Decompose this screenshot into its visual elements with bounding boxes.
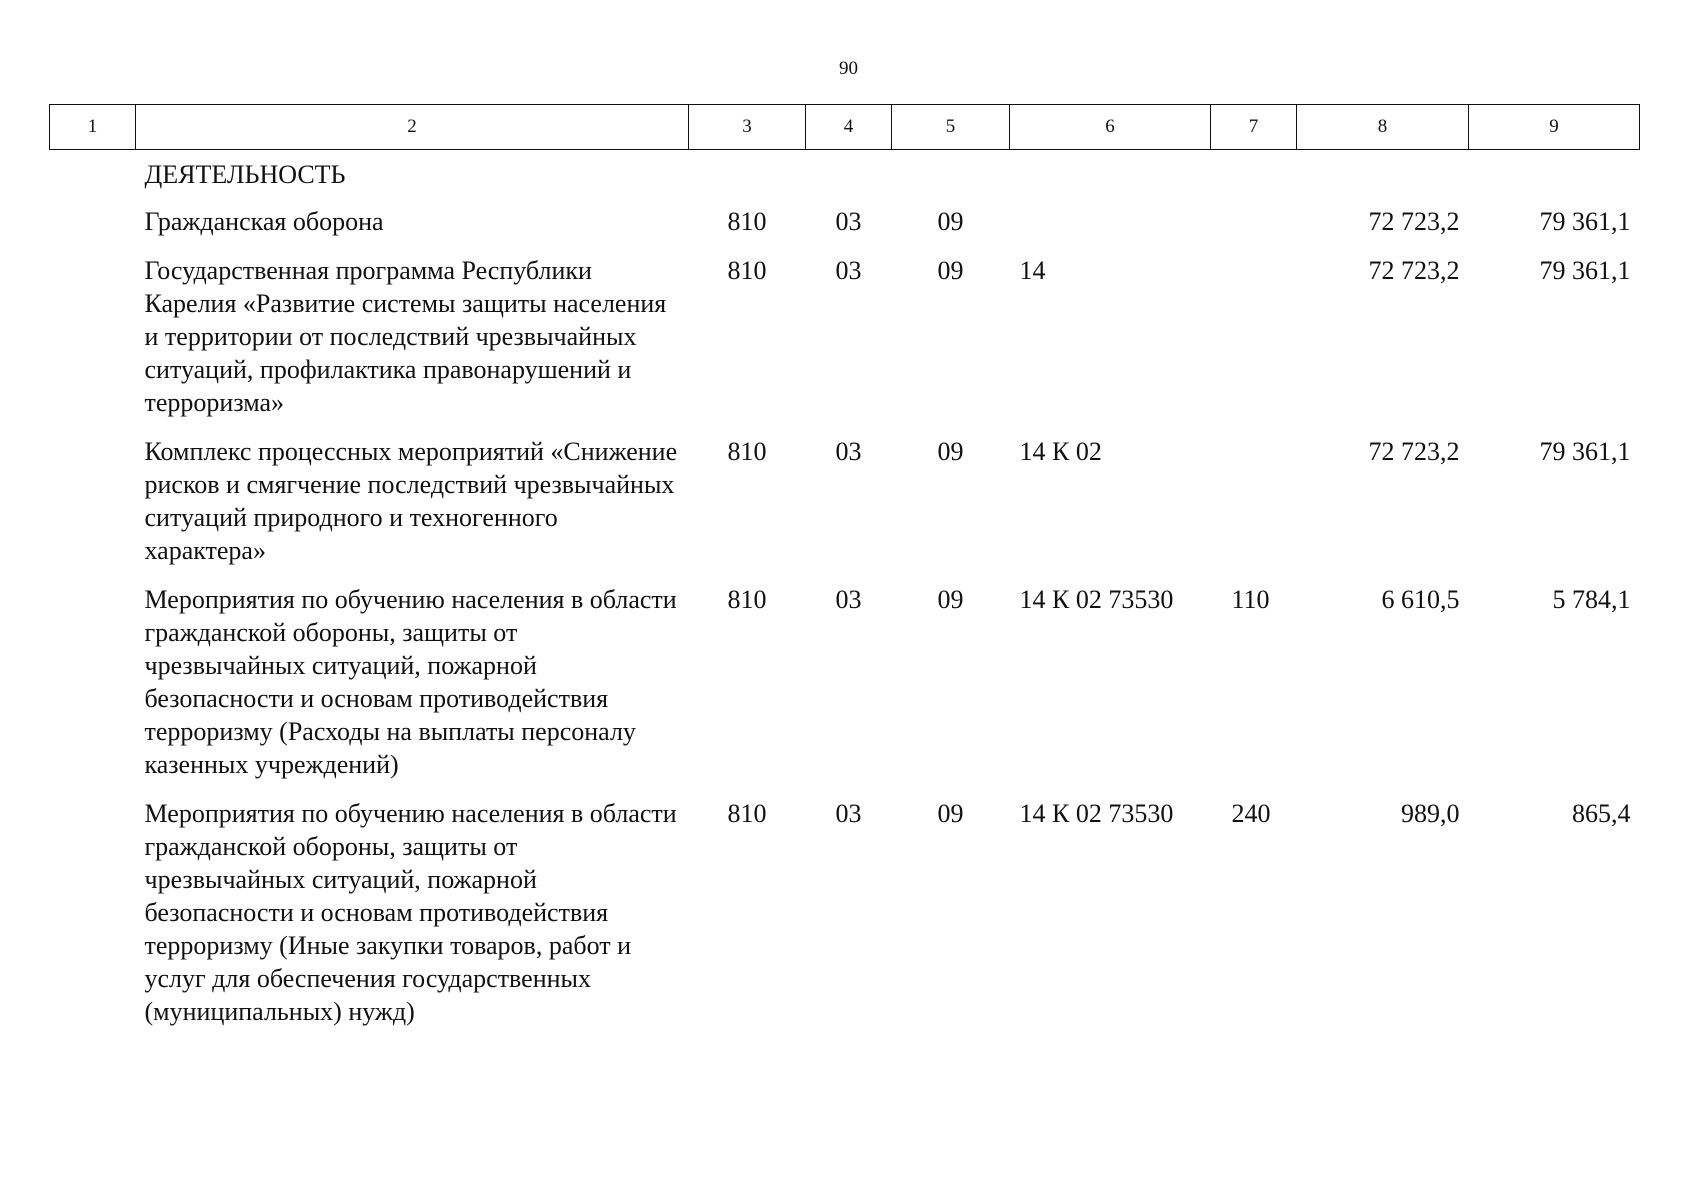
row-section-code: 03 [835, 585, 862, 614]
row-subsection-code: 09 [937, 799, 964, 828]
table-row [50, 583, 1640, 797]
row-target-code: 14 К 02 73530 [1019, 585, 1174, 614]
row-kind-code [1211, 150, 1297, 206]
column-number-header: 7 [1211, 105, 1297, 150]
row-section-code: 03 [835, 799, 862, 828]
row-amount-1: 989,0 [1401, 799, 1460, 828]
row-section-code: 03 [835, 437, 862, 466]
table-row [50, 254, 1640, 435]
row-amount-2: 5 784,1 [1552, 585, 1631, 614]
row-subsection-code: 09 [937, 256, 964, 285]
row-amount-2: 79 361,1 [1539, 256, 1631, 285]
row-target-code [1010, 150, 1211, 206]
row-amount-2: 865,4 [1572, 799, 1631, 828]
column-number-header: 8 [1297, 105, 1469, 150]
column-number-header: 5 [892, 105, 1010, 150]
row-name: Комплекс процессных мероприятий «Снижение рисков и смягчение последствий чрезвычайных ситуаций природного и техногенного характера» [144, 437, 678, 565]
row-target-code: 14 [1019, 256, 1046, 285]
row-name: Мероприятия по обучению населения в области гражданской обороны, защиты от чрезвычайных ситуаций, пожарной безопасности и основам противодействия терроризму (Расходы на выплаты персоналу казенных учреждений) [144, 585, 677, 779]
row-target-code: 14 К 02 73530 [1019, 799, 1174, 828]
row-kind-code [1211, 205, 1297, 254]
column-number-header: 4 [806, 105, 892, 150]
row-section-code: 03 [835, 256, 862, 285]
row-section-code: 03 [835, 207, 862, 236]
row-admin-code: 810 [727, 437, 767, 466]
row-subsection-code: 09 [937, 437, 964, 466]
column-number-header-row [50, 105, 1640, 150]
column-number-header: 1 [50, 105, 136, 150]
row-amount-1 [1297, 150, 1469, 206]
row-section-code [806, 150, 892, 206]
table-row [50, 435, 1640, 583]
column-number-header: 2 [136, 105, 689, 150]
table-row [50, 205, 1640, 254]
row-subsection-code [892, 150, 1010, 206]
row-amount-1: 6 610,5 [1381, 585, 1460, 614]
row-admin-code: 810 [727, 799, 767, 828]
row-name: Гражданская оборона [144, 207, 384, 236]
row-admin-code: 810 [727, 207, 767, 236]
row-kind-code [1211, 254, 1297, 435]
page-number: 90 [839, 58, 858, 79]
row-amount-1: 72 723,2 [1368, 256, 1460, 285]
row-amount-2: 79 361,1 [1539, 437, 1631, 466]
row-admin-code: 810 [727, 585, 767, 614]
row-name: ДЕЯТЕЛЬНОСТЬ [144, 160, 346, 189]
table-row [50, 150, 1640, 206]
row-amount-1: 72 723,2 [1368, 437, 1460, 466]
row-kind-code [1211, 435, 1297, 583]
column-number-header: 3 [689, 105, 806, 150]
row-kind-code: 240 [1231, 799, 1271, 828]
row-target-code: 14 К 02 [1019, 437, 1102, 466]
row-name: Государственная программа Республики Карелия «Развитие системы защиты населения и территории от последствий чрезвычайных ситуаций, профилактика правонарушений и терроризма» [144, 256, 667, 417]
row-admin-code [689, 150, 806, 206]
column-number-header: 9 [1469, 105, 1640, 150]
row-amount-2 [1469, 150, 1640, 206]
row-kind-code: 110 [1231, 585, 1270, 614]
row-subsection-code: 09 [937, 585, 964, 614]
column-number-header: 6 [1010, 105, 1211, 150]
row-amount-1: 72 723,2 [1368, 207, 1460, 236]
table-row [50, 797, 1640, 1044]
budget-table [49, 104, 1640, 1044]
row-name: Мероприятия по обучению населения в области гражданской обороны, защиты от чрезвычайных ситуаций, пожарной безопасности и основам противодействия терроризму (Иные закупки товаров, работ и услуг для обеспечения государственных (муниципальных) нужд) [144, 799, 677, 1026]
row-target-code [1010, 205, 1211, 254]
row-amount-2: 79 361,1 [1539, 207, 1631, 236]
row-admin-code: 810 [727, 256, 767, 285]
row-subsection-code: 09 [937, 207, 964, 236]
